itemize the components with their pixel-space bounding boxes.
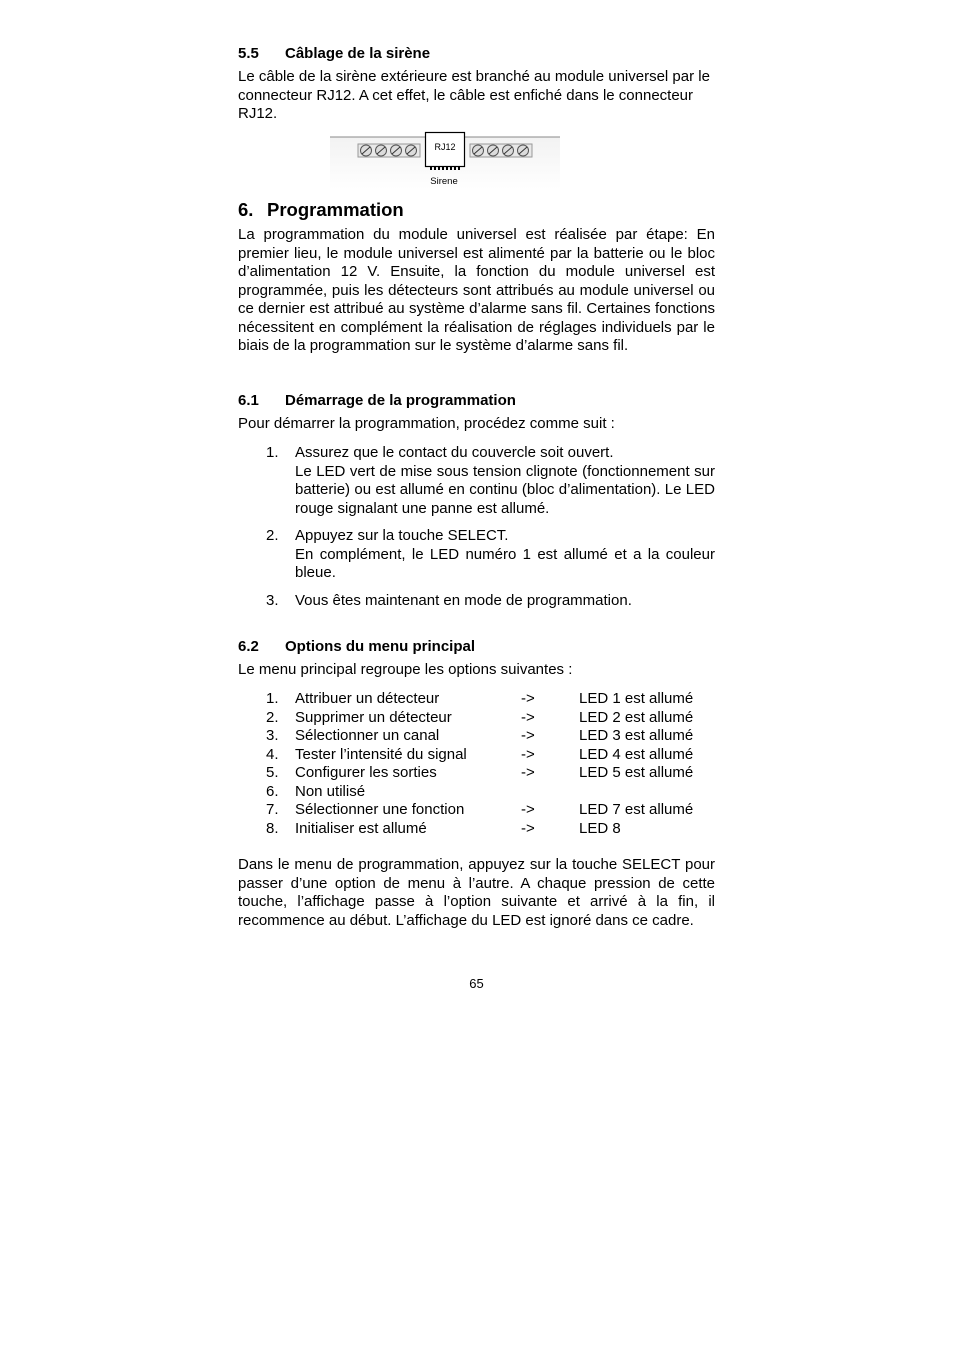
page-number: 65 bbox=[469, 976, 484, 991]
list-number: 3. bbox=[266, 592, 279, 609]
option-arrow: -> bbox=[521, 819, 535, 837]
option-number: 6. bbox=[266, 782, 279, 800]
menu-option-row bbox=[266, 783, 715, 802]
connector-caption: Sirene bbox=[430, 176, 458, 187]
section-6-2-heading bbox=[238, 638, 475, 656]
step-main: Assurez que le contact du couvercle soit ouvert. bbox=[295, 444, 614, 461]
option-led: LED 8 bbox=[579, 819, 621, 837]
option-number: 7. bbox=[266, 801, 279, 818]
section-number: 6. bbox=[238, 199, 254, 220]
option-number: 4. bbox=[266, 745, 279, 763]
option-led: LED 2 est allumé bbox=[579, 708, 694, 726]
section-6-heading bbox=[238, 199, 404, 221]
option-label: Non utilisé bbox=[295, 782, 366, 800]
section-number: 6.1 bbox=[238, 392, 259, 409]
step-detail: Le LED vert de mise sous tension clignote (fonctionnement sur batterie) ou est allumé en continu (bloc d’alimentation). Le LED rouge signalant une panne est allumé. bbox=[295, 462, 715, 517]
section-number: 6.2 bbox=[238, 638, 259, 655]
list-number: 1. bbox=[266, 444, 279, 461]
menu-option-row bbox=[266, 727, 715, 746]
option-number: 8. bbox=[266, 819, 279, 837]
option-label: Initialiser est allumé bbox=[295, 819, 427, 837]
left-terminal-block bbox=[358, 144, 420, 157]
option-label: Supprimer un détecteur bbox=[295, 708, 452, 726]
section-6-2-intro: Le menu principal regroupe les options suivantes : bbox=[238, 661, 573, 678]
option-led: LED 7 est allumé bbox=[579, 801, 694, 818]
section-5-5-text: Le câble de la sirène extérieure est branché au module universel par le connecteur RJ12. A cet effet, le câble est enfiché dans le connecteur RJ12. bbox=[238, 68, 710, 122]
option-label: Sélectionner une fonction bbox=[295, 801, 465, 818]
section-6-2-outro: Dans le menu de programmation, appuyez sur la touche SELECT pour passer d’une option de menu à l’autre. A chaque pression de cette touche, l’affichage passe à l’option suivante et arrivé à la fin, il recommence au début. L’affichage du LED est ignoré dans ce cadre. bbox=[238, 856, 715, 929]
list-item bbox=[266, 444, 715, 518]
section-title: Programmation bbox=[267, 199, 404, 220]
option-led: LED 1 est allumé bbox=[579, 690, 694, 707]
option-number: 2. bbox=[266, 708, 279, 726]
option-number: 3. bbox=[266, 727, 279, 744]
section-6-1-intro: Pour démarrer la programmation, procédez comme suit : bbox=[238, 415, 615, 432]
step-detail: En complément, le LED numéro 1 est allumé et a la couleur bleue. bbox=[295, 545, 715, 581]
list-item bbox=[266, 592, 715, 611]
step-main: Vous êtes maintenant en mode de programmation. bbox=[295, 592, 632, 609]
section-title: Démarrage de la programmation bbox=[285, 392, 516, 409]
list-number: 2. bbox=[266, 527, 279, 544]
option-led: LED 3 est allumé bbox=[579, 727, 694, 744]
menu-option-row bbox=[266, 746, 715, 765]
menu-option-row bbox=[266, 801, 715, 820]
step-main: Appuyez sur la touche SELECT. bbox=[295, 527, 509, 544]
option-label: Tester l’intensité du signal bbox=[295, 745, 467, 763]
section-6-1-heading bbox=[238, 392, 516, 410]
option-label: Configurer les sorties bbox=[295, 764, 437, 781]
connector-label: RJ12 bbox=[434, 142, 456, 152]
option-arrow: -> bbox=[521, 745, 535, 763]
option-arrow: -> bbox=[521, 764, 535, 781]
section-number: 5.5 bbox=[238, 45, 259, 62]
option-arrow: -> bbox=[521, 727, 535, 744]
option-number: 5. bbox=[266, 764, 279, 781]
menu-option-row bbox=[266, 820, 715, 839]
section-title: Options du menu principal bbox=[285, 638, 476, 655]
option-arrow: -> bbox=[521, 690, 535, 707]
menu-option-row bbox=[266, 690, 715, 709]
rj12-connector-diagram bbox=[330, 131, 560, 189]
section-title: Câblage de la sirène bbox=[285, 45, 431, 62]
section-5-5-heading bbox=[238, 45, 430, 63]
option-label: Sélectionner un canal bbox=[295, 727, 440, 744]
option-number: 1. bbox=[266, 690, 279, 707]
option-label: Attribuer un détecteur bbox=[295, 690, 440, 707]
option-arrow: -> bbox=[521, 708, 535, 726]
option-led: LED 4 est allumé bbox=[579, 745, 694, 763]
option-arrow: -> bbox=[521, 801, 535, 818]
section-6-text: La programmation du module universel est réalisée par étape: En premier lieu, le module universel est alimenté par la batterie ou le bloc d’alimentation 12 V. Ensuite, la fonction du module universel est programmée, puis les détecteurs sont attribués au module universel ou ce dernier est attribué au système d’alarme sans fil. Certaines fonctions nécessitent en complément la réalisation de réglages individuels par le biais de la programmation sur le système d’alarme sans fil. bbox=[238, 226, 715, 354]
menu-option-row bbox=[266, 764, 715, 783]
option-led: LED 5 est allumé bbox=[579, 764, 694, 781]
menu-option-row bbox=[266, 709, 715, 728]
connector-board-illustration bbox=[330, 131, 560, 189]
right-terminal-block bbox=[470, 144, 532, 157]
list-item bbox=[266, 527, 715, 583]
